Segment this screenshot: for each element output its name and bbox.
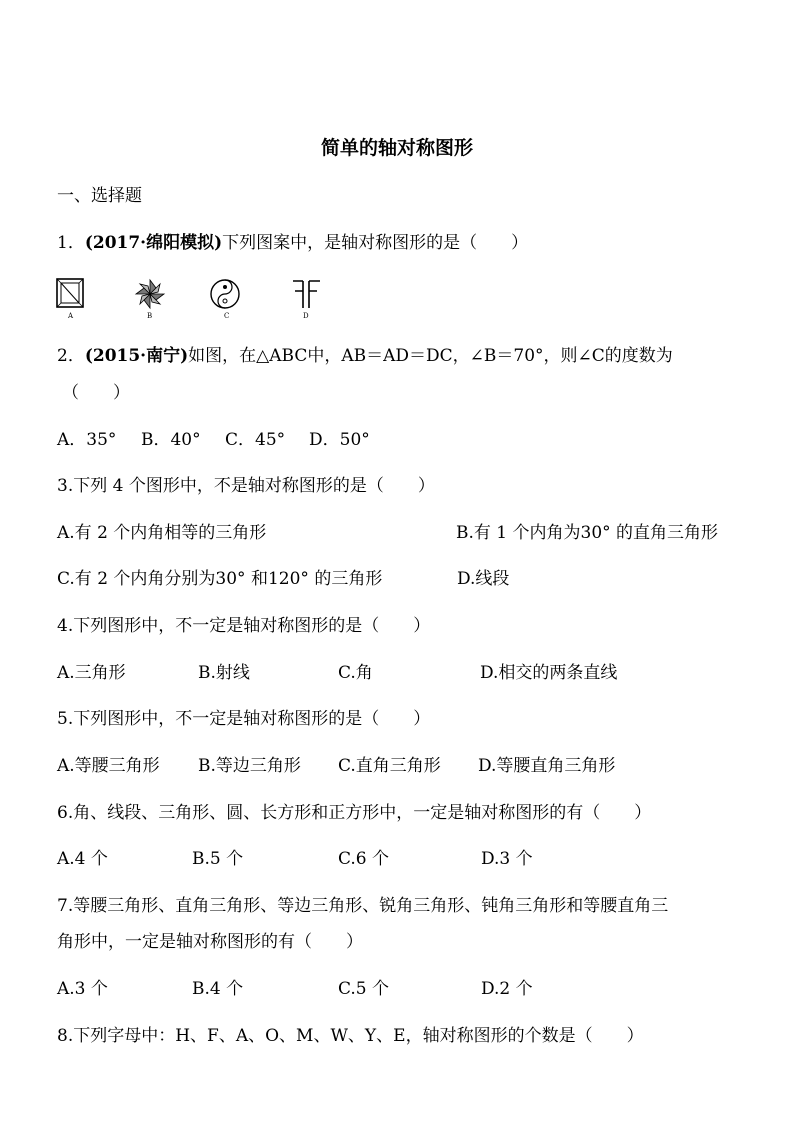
question-3: 3.下列 4 个图形中，不是轴对称图形的是（ ） — [57, 476, 435, 496]
figure-label-b: B — [147, 312, 153, 320]
figure-d-double-f-icon — [287, 278, 325, 310]
option-d: D.相交的两条直线 — [480, 663, 618, 683]
figure-label-a: A — [68, 312, 74, 320]
figure-c-yin-yang-icon — [208, 278, 242, 310]
section-heading: 一、选择题 — [57, 186, 142, 206]
option-b: B.4 个 — [192, 979, 244, 999]
option-a: A.等腰三角形 — [57, 756, 160, 776]
option-c: C.有 2 个内角分别为30° 和120° 的三角形 — [57, 569, 383, 589]
option-d: D．50° — [309, 430, 370, 450]
option-b: B.等边三角形 — [198, 756, 301, 776]
option-a: A.三角形 — [57, 663, 126, 683]
question-6: 6.角、线段、三角形、圆、长方形和正方形中，一定是轴对称图形的有（ ） — [57, 803, 652, 823]
question-7-line-1: 7.等腰三角形、直角三角形、等边三角形、锐角三角形、钝角三角形和等腰直角三 — [57, 896, 669, 916]
option-b: B．40° — [141, 430, 201, 450]
page-title: 简单的轴对称图形 — [320, 137, 473, 159]
question-2-paren: （ ） — [62, 383, 130, 403]
option-d: D.3 个 — [481, 849, 533, 869]
question-source: (2015·南宁) — [84, 346, 189, 366]
option-c: C．45° — [225, 430, 286, 450]
option-a: A.4 个 — [57, 849, 108, 869]
option-c: C.直角三角形 — [338, 756, 441, 776]
option-a: A.3 个 — [57, 979, 108, 999]
option-d: D.2 个 — [481, 979, 533, 999]
option-a: A.有 2 个内角相等的三角形 — [57, 523, 267, 543]
figure-a-square-diagonal-icon — [55, 277, 85, 309]
question-5: 5.下列图形中，不一定是轴对称图形的是（ ） — [57, 709, 431, 729]
option-c: C.5 个 — [338, 979, 390, 999]
question-text: 下列图案中，是轴对称图形的是（ ） — [222, 233, 529, 253]
option-b: B.有 1 个内角为30° 的直角三角形 — [456, 523, 719, 543]
question-text: 如图，在△ABC中，AB＝AD＝DC，∠B＝70°，则∠C的度数为 — [188, 346, 673, 366]
question-number: 1． — [57, 233, 85, 253]
option-b: B.射线 — [198, 663, 250, 683]
figure-b-pinwheel-icon — [132, 278, 168, 310]
question-8: 8.下列字母中：H、F、A、O、M、W、Y、E，轴对称图形的个数是（ ） — [57, 1026, 644, 1046]
option-d: D.等腰直角三角形 — [478, 756, 616, 776]
question-source: (2017·绵阳模拟) — [84, 233, 223, 253]
option-b: B.5 个 — [192, 849, 244, 869]
question-number: 2． — [57, 346, 85, 366]
option-c: C.角 — [338, 663, 373, 683]
question-7-line-2: 角形中，一定是轴对称图形的有（ ） — [57, 932, 363, 952]
option-a: A．35° — [57, 430, 117, 450]
question-2 — [57, 344, 673, 368]
question-4: 4.下列图形中，不一定是轴对称图形的是（ ） — [57, 616, 431, 636]
question-1 — [57, 231, 528, 255]
figure-label-c: C — [224, 312, 230, 320]
figure-label-d: D — [303, 312, 309, 320]
option-c: C.6 个 — [338, 849, 390, 869]
option-d: D.线段 — [457, 569, 510, 589]
